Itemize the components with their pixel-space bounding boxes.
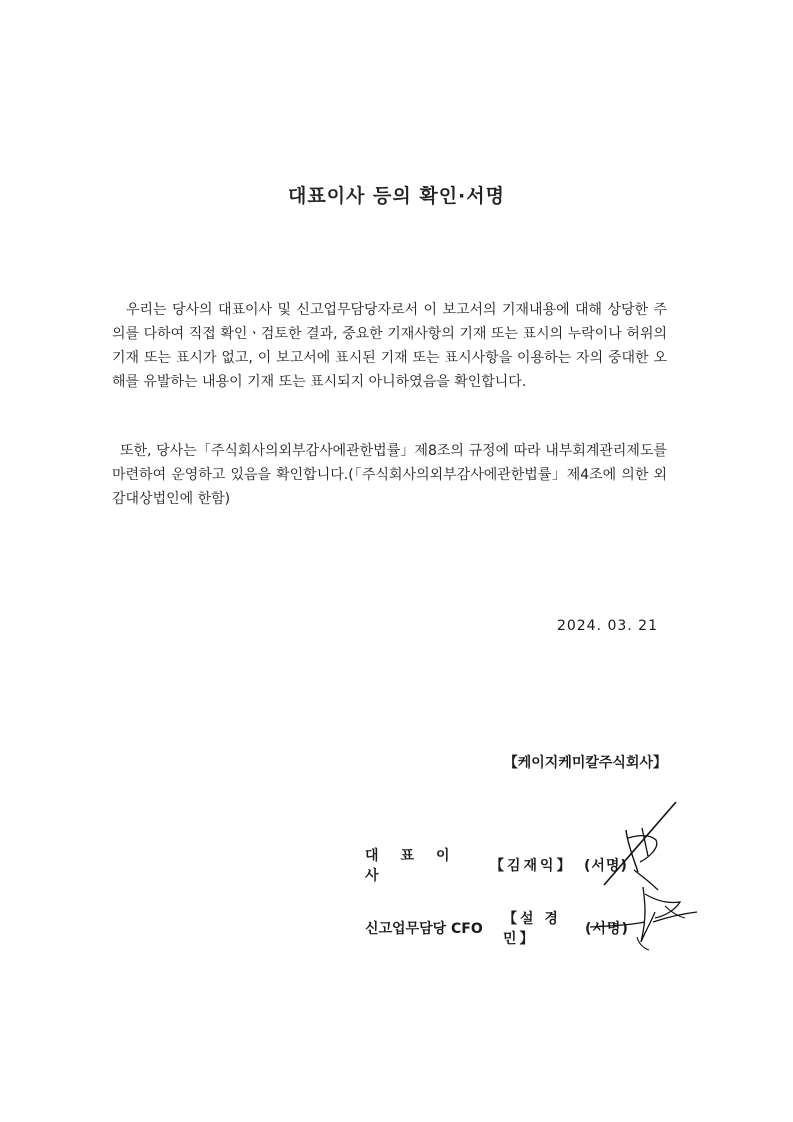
- ceo-name: 【김재익】: [490, 858, 574, 874]
- company-name: 【케이지케미칼주식회사】: [503, 755, 667, 771]
- ceo-signature-row: [365, 845, 628, 885]
- cfo-seal-label: (서명): [585, 921, 629, 937]
- document-date: 2024. 03. 21: [556, 618, 658, 634]
- ceo-seal-label: (서명): [584, 858, 628, 874]
- document-title: 대표이사 등의 확인·서명: [288, 185, 505, 207]
- cfo-name: 【설 경 민】: [503, 911, 561, 947]
- cfo-role: 신고업무담당 CFO: [365, 921, 483, 937]
- ceo-role: 대표이사: [365, 848, 472, 884]
- confirmation-paragraph: 우리는 당사의 대표이사 및 신고업무담당자로서 이 보고서의 기재내용에 대해 상당한 주의를 다하여 직접 확인ㆍ검토한 결과, 중요한 기재사항의 기재 또는 표시의 누락이나 허위의 기재 또는 표시가 없고, 이 보고서에 표시된 기재 또는 표시사항을 이용하는 자의 중대한 오해를 유발하는 내용이 기재 또는 표시되지 아니하였음을 확인합니다.: [112, 302, 667, 390]
- cfo-handwritten-signature: [585, 882, 705, 952]
- internal-control-paragraph: 또한, 당사는「주식회사의외부감사에관한법률」제8조의 규정에 따라 내부회계관리제도를 마련하여 운영하고 있음을 확인합니다.(「주식회사의외부감사에관한법률」제4조에 의한 외감대상법인에 한함): [112, 443, 667, 507]
- ceo-handwritten-signature: [598, 800, 688, 895]
